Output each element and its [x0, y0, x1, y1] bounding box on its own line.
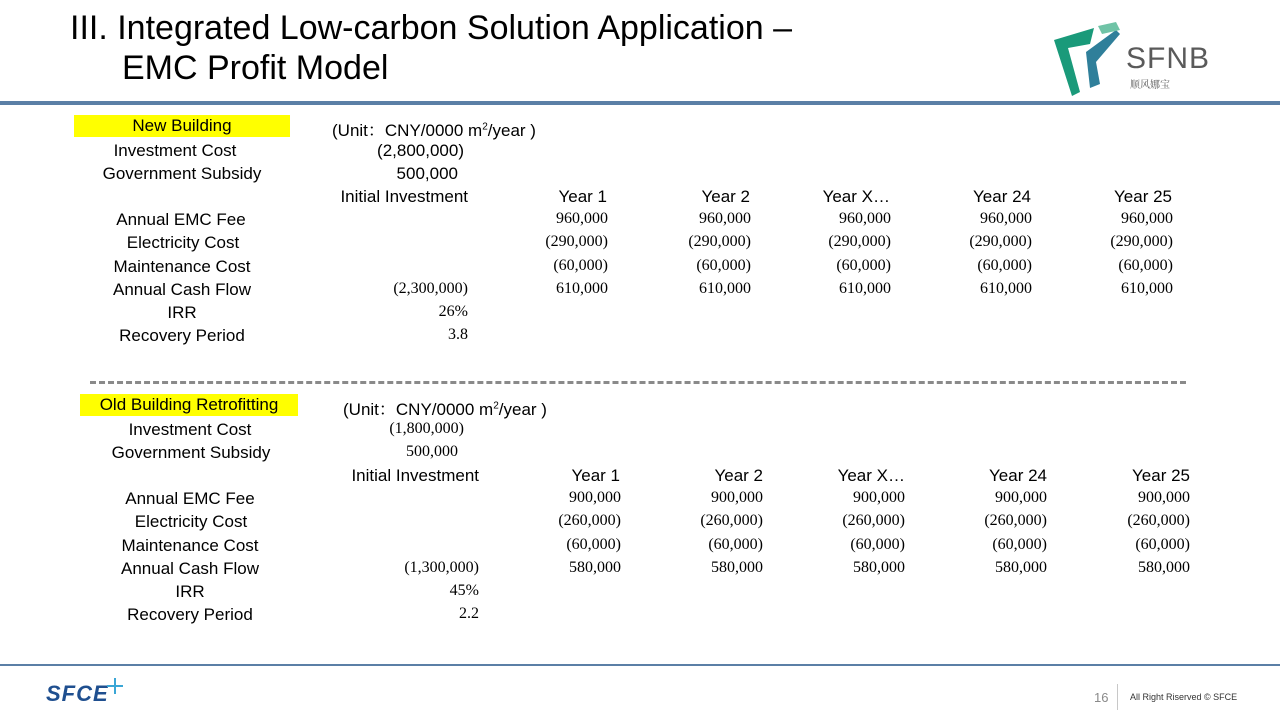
nb-row-label: Annual Cash Flow [113, 280, 251, 299]
nb-subsidy-label: Government Subsidy [102, 164, 262, 183]
copyright: All Right Riserved © SFCE [1130, 692, 1238, 702]
nb-cell: (60,000) [836, 257, 891, 274]
nb-irr-label: IRR [167, 303, 197, 322]
nb-header-year1: Year 1 [558, 187, 607, 206]
ob-header-initial: Initial Investment [351, 466, 479, 485]
ob-cell: (260,000) [558, 512, 621, 529]
title-line-2: EMC Profit Model [122, 49, 389, 87]
sfnb-emblem-icon [1050, 22, 1122, 96]
nb-cell: (60,000) [977, 257, 1032, 274]
page-title [70, 8, 792, 88]
nb-header-year2: Year 2 [701, 187, 750, 206]
nb-cell-initial: (2,300,000) [393, 280, 468, 297]
ob-cell: (60,000) [708, 536, 763, 553]
ob-row-label: Electricity Cost [134, 512, 248, 531]
brand-name: SFNB [1126, 42, 1211, 75]
footer-rule [0, 664, 1280, 666]
nb-cell: 610,000 [556, 280, 608, 297]
nb-cell: (290,000) [1110, 233, 1173, 250]
nb-investment-cost-value: (2,800,000) [377, 141, 464, 160]
ob-recovery-label: Recovery Period [127, 605, 253, 624]
ob-cell: 900,000 [853, 489, 905, 506]
ob-row-label: Annual EMC Fee [125, 489, 255, 508]
nb-cell: 960,000 [556, 210, 608, 227]
nb-cell: (290,000) [969, 233, 1032, 250]
ob-header-year2: Year 2 [714, 466, 763, 485]
ob-cell: (60,000) [1135, 536, 1190, 553]
nb-cell: 960,000 [980, 210, 1032, 227]
nb-cell: 610,000 [839, 280, 891, 297]
ob-cell: (260,000) [1127, 512, 1190, 529]
ob-cell: 580,000 [569, 559, 621, 576]
nb-cell: 960,000 [1121, 210, 1173, 227]
nb-header-initial: Initial Investment [340, 187, 468, 206]
ob-cell: (260,000) [700, 512, 763, 529]
ob-irr-value: 45% [449, 582, 479, 599]
nb-cell: 960,000 [699, 210, 751, 227]
ob-cell: 580,000 [1138, 559, 1190, 576]
nb-header-yearx: Year X… [822, 187, 890, 206]
nb-header-year25: Year 25 [1114, 187, 1172, 206]
nb-subsidy-value: 500,000 [396, 164, 458, 183]
ob-investment-cost-label: Investment Cost [128, 420, 252, 439]
nb-cell: (290,000) [688, 233, 751, 250]
nb-cell: 610,000 [980, 280, 1032, 297]
ob-cell: 900,000 [711, 489, 763, 506]
ob-investment-cost-value: (1,800,000) [389, 420, 464, 437]
nb-row-label: Annual EMC Fee [116, 210, 246, 229]
nb-header-year24: Year 24 [973, 187, 1031, 206]
ob-header-year25: Year 25 [1132, 466, 1190, 485]
ob-cell: 900,000 [569, 489, 621, 506]
nb-cell: 610,000 [699, 280, 751, 297]
section-divider [90, 381, 1186, 384]
ob-cell: (60,000) [992, 536, 1047, 553]
ob-recovery-value: 2.2 [459, 605, 479, 622]
ob-row-label: Annual Cash Flow [121, 559, 259, 578]
header-rule [0, 101, 1280, 105]
ob-cell: 900,000 [995, 489, 1047, 506]
ob-cell-initial: (1,300,000) [404, 559, 479, 576]
nb-cell: 960,000 [839, 210, 891, 227]
ob-cell: (60,000) [566, 536, 621, 553]
ob-subsidy-label: Government Subsidy [111, 443, 271, 462]
ob-cell: 580,000 [853, 559, 905, 576]
old-building-tag: Old Building Retrofitting [80, 394, 298, 416]
nb-cell: 610,000 [1121, 280, 1173, 297]
ob-subsidy-value: 500,000 [406, 443, 458, 460]
ob-row-label: Maintenance Cost [121, 536, 259, 555]
nb-investment-cost-label: Investment Cost [113, 141, 237, 160]
footer-sparkle-icon [106, 677, 124, 695]
ob-cell: (260,000) [984, 512, 1047, 529]
ob-header-yearx: Year X… [837, 466, 905, 485]
ob-cell: (60,000) [850, 536, 905, 553]
sfnb-logo [1050, 22, 1230, 98]
nb-cell: (60,000) [553, 257, 608, 274]
nb-cell: (60,000) [696, 257, 751, 274]
nb-cell: (290,000) [545, 233, 608, 250]
nb-row-label: Maintenance Cost [113, 257, 251, 276]
ob-cell: (260,000) [842, 512, 905, 529]
brand-sub: 顺风娜宝 [1130, 80, 1170, 91]
ob-header-year24: Year 24 [989, 466, 1047, 485]
nb-irr-value: 26% [438, 303, 468, 320]
ob-cell: 580,000 [995, 559, 1047, 576]
page-number: 16 [1094, 690, 1109, 705]
nb-cell: (60,000) [1118, 257, 1173, 274]
ob-irr-label: IRR [175, 582, 205, 601]
footer-logo: SFCE [46, 681, 109, 706]
old-building-unit: (Unit：CNY/0000 $m^2$/year ) [343, 400, 547, 419]
ob-cell: 580,000 [711, 559, 763, 576]
footer-divider [1117, 684, 1118, 710]
nb-recovery-label: Recovery Period [119, 326, 245, 345]
ob-cell: 900,000 [1138, 489, 1190, 506]
nb-row-label: Electricity Cost [126, 233, 240, 252]
title-line-1: III. Integrated Low-carbon Solution Application – [70, 9, 793, 47]
nb-cell: (290,000) [828, 233, 891, 250]
nb-recovery-value: 3.8 [448, 326, 468, 343]
new-building-unit: (Unit：CNY/0000 $m^2$/year ) [332, 121, 536, 140]
ob-header-year1: Year 1 [571, 466, 620, 485]
new-building-tag: New Building [74, 115, 290, 137]
